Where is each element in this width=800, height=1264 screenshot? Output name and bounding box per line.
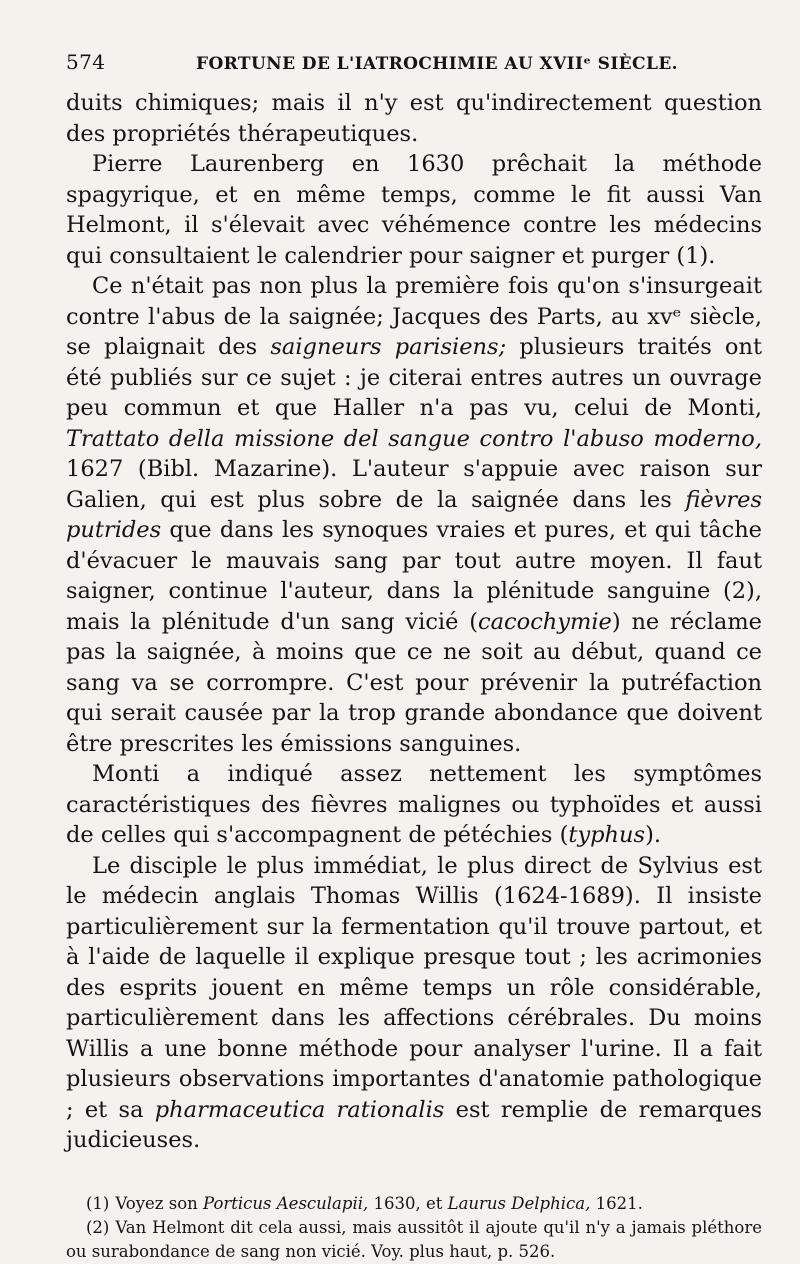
- text-run: est remplie de remarques judicieuses.: [66, 1096, 762, 1153]
- text-run: duits chimiques; mais il n'y est qu'indirectement question des propriétés thérapeutiques.: [66, 90, 762, 147]
- footnote-number: (1): [86, 1193, 110, 1213]
- text-run: Le disciple le plus immédiat, le plus direct de Sylvius est le médecin anglais Thomas Willis (1624-1689). Il insiste particulièrement sur la fermentation qu'il trouve partout, et à l'aide de laquelle il explique presque tout ; les acrimonies des esprits jouent en même temps un rôle considérable, particulièrement dans les affections cérébrales. Du moins Willis a une bonne méthode pour analyser l'urine. Il a fait plusieurs observations importantes d'anatomie pathologique ; et sa: [66, 852, 762, 1123]
- body-text: [66, 88, 762, 1156]
- paragraph-5: [66, 851, 762, 1156]
- footnote-1: [66, 1192, 762, 1216]
- paragraph-3: [66, 271, 762, 759]
- page-header: [66, 50, 762, 84]
- paragraph-4: [66, 759, 762, 851]
- paragraph-2: [66, 149, 762, 271]
- text-run: Pierre Laurenberg en 1630 prêchait la méthode spagyrique, et en même temps, comme le fit aussi Van Helmont, il s'élevait avec véhémence contre les médecins qui consultaient le calendrier pour saigner et purger (1).: [66, 151, 762, 269]
- page-number: 574: [66, 50, 106, 74]
- text-run: ) ne réclame pas la saignée, à moins que ce ne soit au début, quand ce sang va se corrompre. C'est pour prévenir la putréfaction qui serait causée par la trop grande abondance que doivent être prescrites les émissions sanguines.: [66, 608, 762, 757]
- italic-text-run: saigneurs parisiens;: [270, 334, 507, 360]
- footnote-text: [66, 1218, 762, 1261]
- italic-text-run: fièvres putrides: [66, 486, 762, 543]
- text-run: 1621.: [590, 1193, 643, 1213]
- text-run: 1630, et: [368, 1193, 448, 1213]
- italic-text-run: Trattato della missione del sangue contro l'abuso moderno,: [66, 425, 762, 452]
- text-run: Voyez son: [115, 1193, 204, 1213]
- text-run: ).: [645, 822, 662, 848]
- italic-text-run: typhus: [568, 822, 646, 848]
- italic-text-run: Laurus Delphica,: [447, 1193, 591, 1213]
- text-run: que dans les synoques vraies et pures, et qui tâche d'évacuer le mauvais sang par tout autre moyen. Il faut saigner, continue l'auteur, dans la plénitude sanguine (2), mais la plénitude d'un sang vicié (: [66, 517, 762, 635]
- text-run: Ce n'était pas non plus la première fois qu'on s'insurgeait contre l'abus de la saignée; Jacques des Parts, au xvᵉ siècle, se plaignait des: [66, 273, 762, 360]
- text-run: Monti a indiqué assez nettement les symptômes caractéristiques des fièvres malignes ou typhoïdes et aussi de celles qui s'accompagnent de pétéchies (: [66, 761, 762, 848]
- footnote-2: [66, 1216, 762, 1264]
- text-run: Van Helmont dit cela aussi, mais aussitôt il ajoute qu'il n'y a jamais pléthore ou surabondance de sang non vicié. Voy. plus haut, p. 526.: [66, 1217, 762, 1261]
- italic-text-run: pharmaceutica rationalis: [154, 1096, 445, 1123]
- running-head: FORTUNE DE L'IATROCHIMIE AU XVIIᵉ SIÈCLE.: [196, 54, 678, 74]
- footnote-text: [115, 1194, 642, 1213]
- footnote-number: (2): [86, 1217, 110, 1237]
- italic-text-run: cacochymie: [478, 608, 612, 635]
- italic-text-run: Porticus Aesculapii,: [203, 1193, 369, 1213]
- paragraph-1: [66, 88, 762, 149]
- text-run: 1627 (Bibl. Mazarine). L'auteur s'appuie avec raison sur Galien, qui est plus sobre de la saignée dans les: [66, 456, 762, 513]
- text-run: plusieurs traités ont été publiés sur ce sujet : je citerai entres autres un ouvrage peu commun et que Haller n'a pas vu, celui de Monti,: [66, 334, 763, 421]
- footnotes: [66, 1192, 762, 1264]
